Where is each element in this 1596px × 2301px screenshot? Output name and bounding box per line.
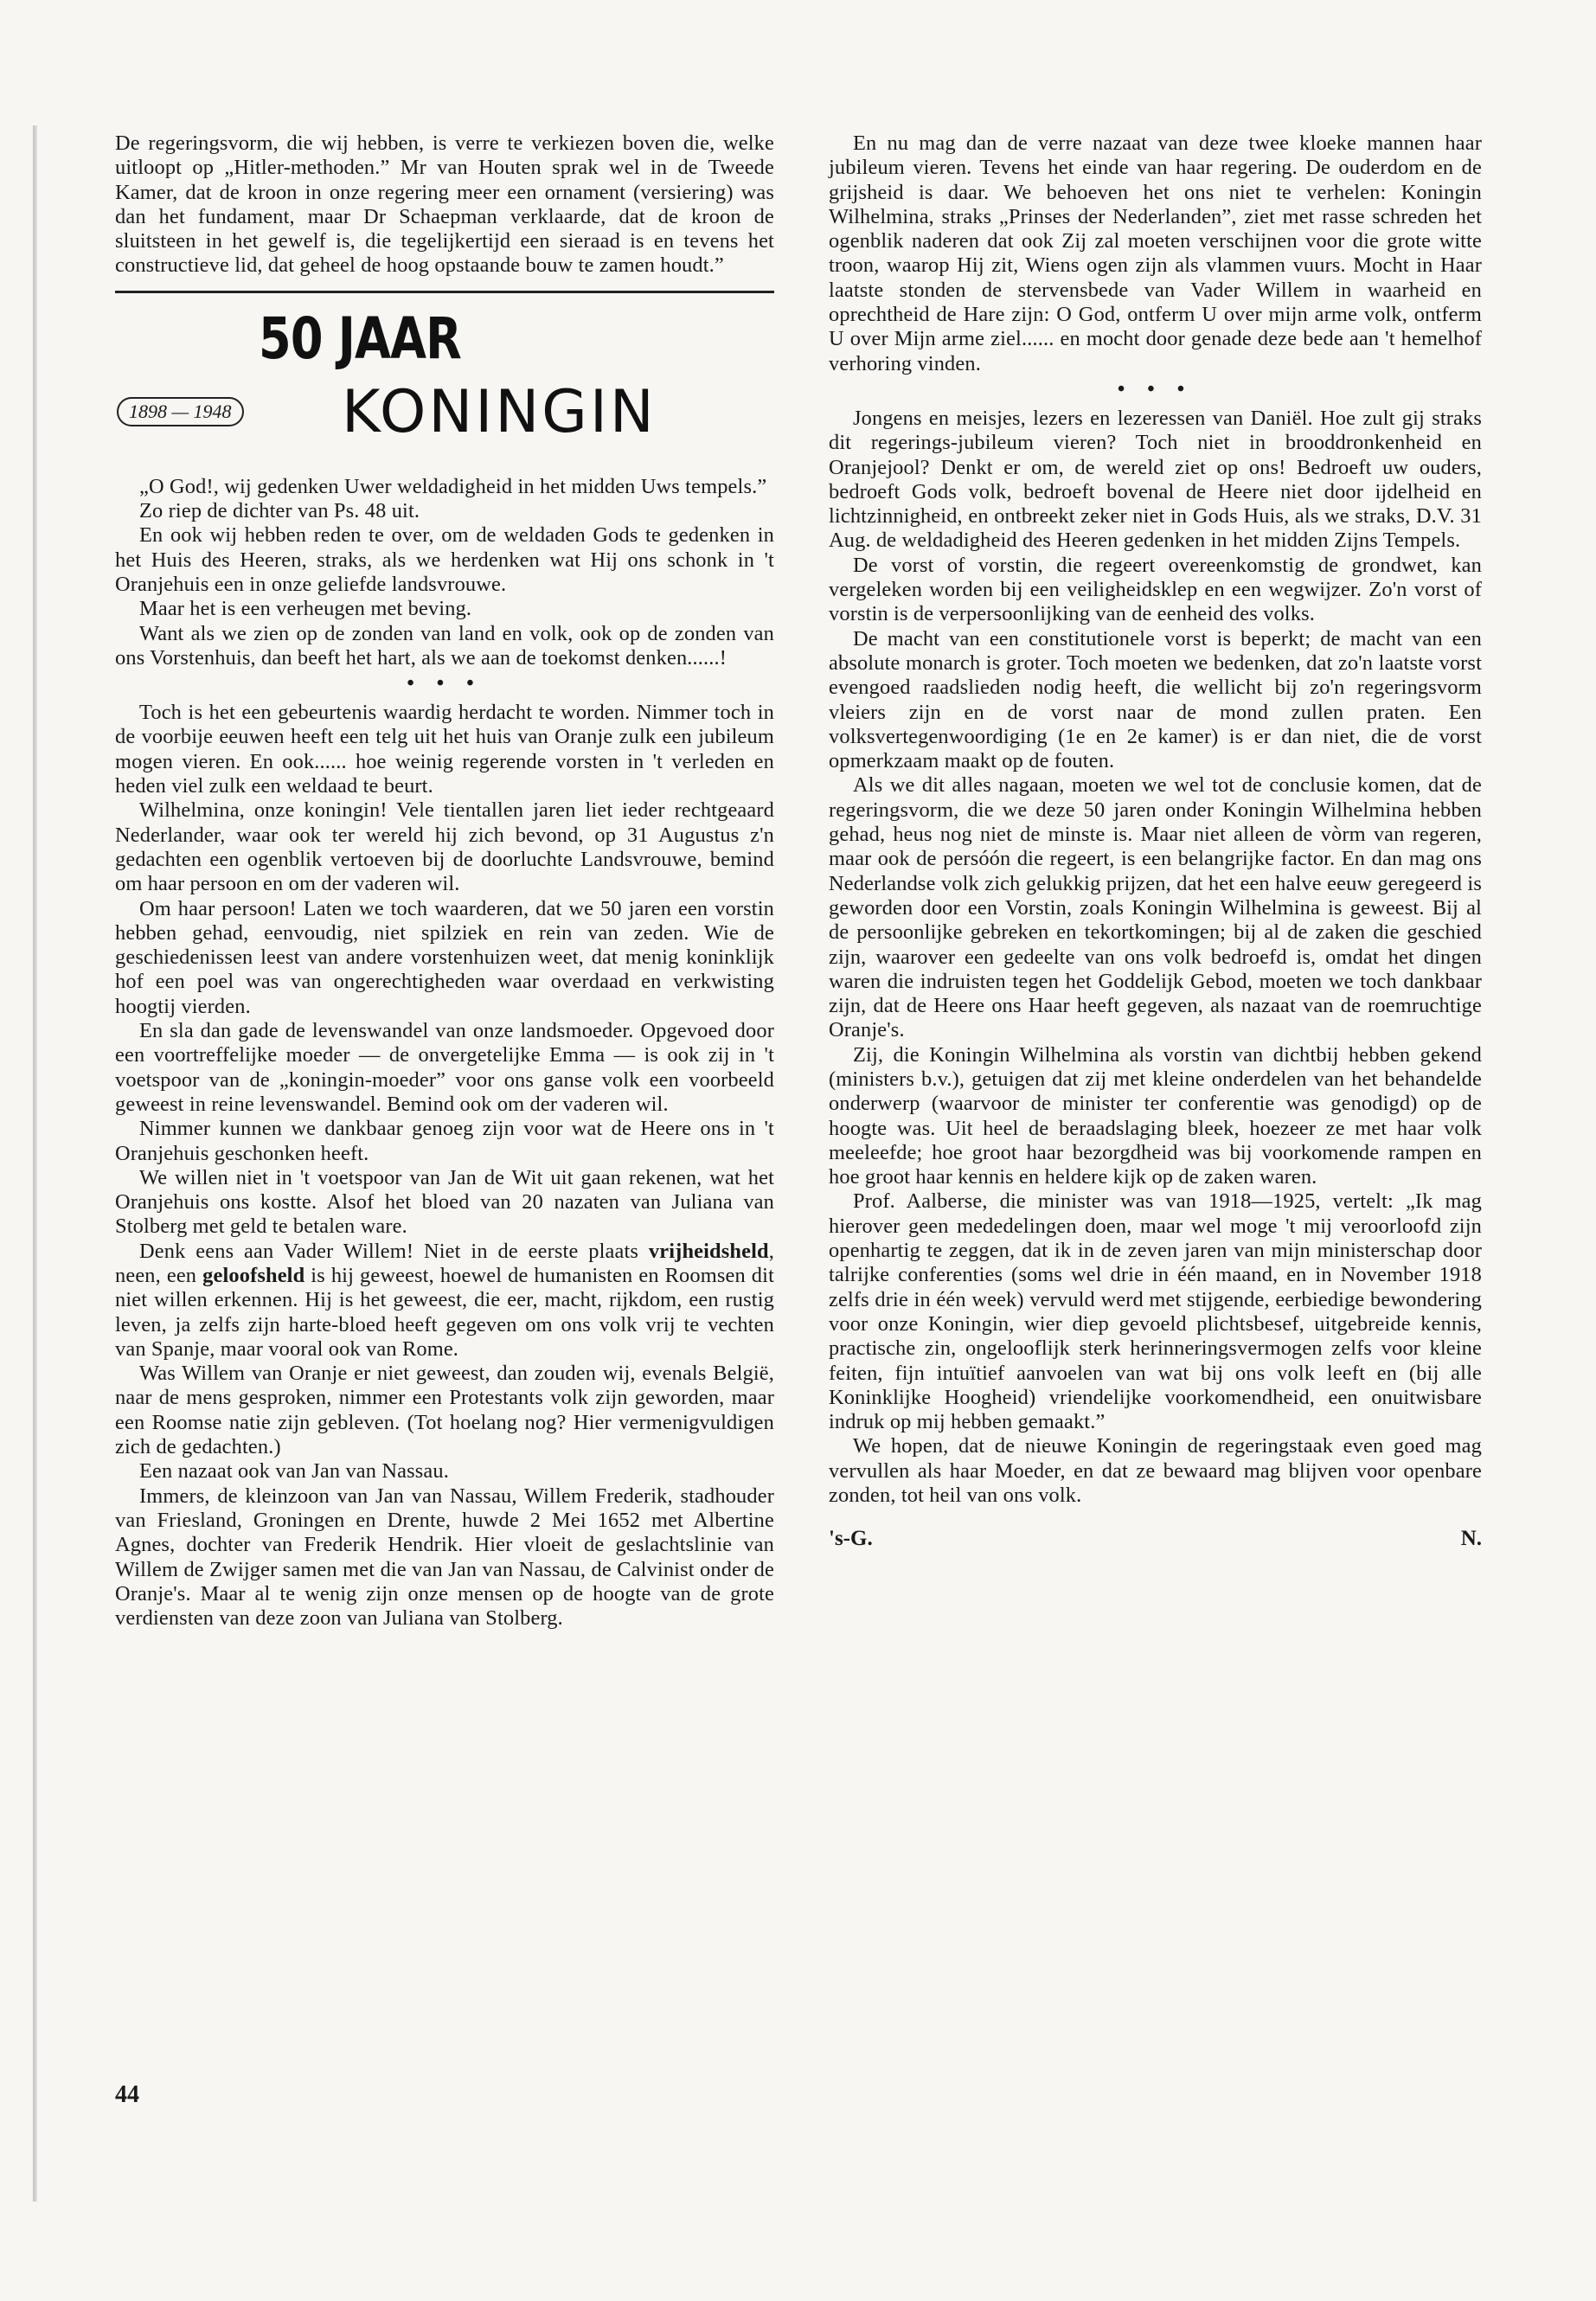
paragraph: Wilhelmina, onze koningin! Vele tientallen jaren liet ieder rechtgeaard Nederlander, waar ook ter wereld hij zich bevond, op 31 Augustus z'n gedachten een ogenblik vertoeven bij de doorluchte Landsvrouwe, bemind om haar persoon en om der vaderen wil. bbox=[115, 798, 774, 896]
intro-paragraph: De regeringsvorm, die wij hebben, is verre te verkiezen boven die, welke uitloopt op „Hitler-methoden.” Mr van Houten sprak wel in de Tweede Kamer, dat de kroon in onze regering meer een ornament (versiering) was dan het fundament, maar Dr Schaepman verklaarde, dat de kroon de sluitsteen in het gewelf is, die tegelijkertijd een sieraad is en tevens het constructieve lid, dat geheel de hoog opstaande bouw te zamen houdt.” bbox=[115, 131, 774, 278]
paragraph: Was Willem van Oranje er niet geweest, dan zouden wij, evenals België, naar de mens gesproken, nimmer een Protestants volk zijn geworden, maar een Roomse natie zijn gebleven. (Tot hoelang nog? Hier vermenigvuldigen zich de gedachten.) bbox=[115, 1362, 774, 1459]
paragraph: We willen niet in 't voetspoor van Jan de Wit uit gaan rekenen, wat het Oranjehuis ons kostte. Alsof het bloed van 20 nazaten van Juliana van Stolberg met geld te betalen ware. bbox=[115, 1165, 774, 1239]
paragraph: En ook wij hebben reden te over, om de weldaden Gods te gedenken in het Huis des Heeren, straks, als we herdenken wat Hij ons schonk in 't Oranjehuis een in onze geliefde landsvrouwe. bbox=[115, 523, 774, 596]
page-number: 44 bbox=[115, 2081, 139, 2108]
signature bbox=[829, 1527, 1482, 1551]
right-column bbox=[829, 131, 1482, 1551]
paragraph: De vorst of vorstin, die regeert overeenkomstig de grondwet, kan vergeleken worden bij een veiligheidsklep en een wegwijzer. Zo'n vorst of vorstin is de verpersoonlijking van de eenheid des volks. bbox=[829, 553, 1482, 626]
section-divider: • • • bbox=[407, 672, 483, 695]
paragraph: Een nazaat ook van Jan van Nassau. bbox=[139, 1459, 449, 1484]
signature-initial: N. bbox=[1460, 1527, 1482, 1551]
paragraph: We hopen, dat de nieuwe Koningin de regeringstaak even goed mag vervullen als haar Moeder, en dat ze bewaard mag blijven voor openbare zonden, tot heil van ons volk. bbox=[829, 1434, 1482, 1508]
headline-top-rule bbox=[115, 291, 774, 293]
paragraph: En nu mag dan de verre nazaat van deze twee kloeke mannen haar jubileum vieren. Tevens het einde van haar regering. De ouderdom en de grijsheid is daar. We behoeven het ons niet te verhelen: Koningin Wilhelmina, straks „Prinses der Nederlanden”, ziet met rasse schreden het ogenblik naderen dat ook Zij zal moeten verschijnen voor die grote witte troon, waarop Hij zit, Wiens ogen zijn als vlammen vuurs. Mocht in Haar laatste stonden de stervensbede van Vader Willem in waarheid en oprechtheid de Hare zijn: O God, ontferm U over mijn arme volk, ontferm U over Mijn arme ziel...... en mocht door genade deze bede aan 't hemelhof verhoring vinden. bbox=[829, 131, 1482, 375]
paragraph: Toch is het een gebeurtenis waardig herdacht te worden. Nimmer toch in de voorbije eeuwen heeft een telg uit het huis van Oranje zulk een jubileum mogen vieren. En ook...... hoe weinig regerende vorsten in 't verleden en heden viel zulk een weldaad te beurt. bbox=[115, 701, 774, 798]
text-run: is hij geweest, hoewel de humanisten en Roomsen dit niet willen erkennen. Hij is het geweest, die eer, macht, rijkdom, een rustig leven, ja zelfs zijn harte-bloed heeft gegeven om ons volk vrij te vechten van Spanje, maar vooral ook van Rome. bbox=[115, 1263, 774, 1361]
headline-title-bottom: KONINGIN bbox=[342, 377, 657, 446]
paragraph: Prof. Aalberse, die minister was van 1918—1925, vertelt: „Ik mag hierover geen mededelingen doen, maar wel moge 't mij veroorloofd zijn openhartig te zeggen, dat ik in de zeven jaren van mijn ministerschap door talrijke conferenties (soms wel drie in één maand, en in November 1918 zelfs drie in één week) vervuld werd met stijgende, eerbiedige bewondering voor onze Koningin, wier diep gevoeld plichtsbesef, uitgebreide kennis, practische zin, ongelooflijk sterk herinneringsvermogen zelfs voor kleine feiten, fijn intuïtief aanvoelen van wat bij ons volk leeft en (bij alle Koninklijke Hoogheid) vriendelijke voorkomendheid, een onuitwisbare indruk op mij hebben gemaakt.” bbox=[829, 1189, 1482, 1434]
paragraph: Om haar persoon! Laten we toch waarderen, dat we 50 jaren een vorstin hebben gehad, eenvoudig, niet spilziek en rein van zeden. Wie de geschiedenissen leest van andere vorstenhuizen weet, dat menig koninklijk hof een poel was van ongerechtigheden waar overdaad en verkwisting hoogtij vierden. bbox=[115, 896, 774, 1018]
paragraph-vader-willem bbox=[115, 1240, 774, 1362]
signature-place: 's-G. bbox=[829, 1527, 873, 1551]
paragraph: Want als we zien op de zonden van land en volk, ook op de zonden van ons Vorstenhuis, dan beeft het hart, als we aan de toekomst denken......! bbox=[115, 621, 774, 670]
headline bbox=[115, 304, 774, 468]
section-divider: • • • bbox=[1117, 377, 1194, 401]
paragraph: Zo riep de dichter van Ps. 48 uit. bbox=[139, 499, 420, 523]
paragraph: Jongens en meisjes, lezers en lezeressen van Daniël. Hoe zult gij straks dit regerings-jubileum vieren? Toch niet in brooddronkenheid en Oranjejool? Denkt er om, de wereld ziet op ons! Bedroeft uw ouders, bedroeft Gods volk, bedroeft bovenal de Heere niet door ijdelheid en lichtzinnigheid, en ontbreekt zeker niet in Gods Huis, als we straks, D.V. 31 Aug. de weldadigheid des Heeren gedenken in het midden Zijns Tempels. bbox=[829, 406, 1482, 553]
scan-binding-edge bbox=[33, 125, 37, 2202]
text-run: , neen, een bbox=[115, 1239, 774, 1287]
paragraph: Als we dit alles nagaan, moeten we wel tot de conclusie komen, dat de regeringsvorm, die we deze 50 jaren onder Koningin Wilhelmina hebben gehad, heus nog niet de minste is. Maar niet alleen de vòrm van regeren, maar ook de persóón die regeert, is een belangrijke factor. En dan mag ons Nederlandse volk zich gelukkig prijzen, dat het een halve eeuw geregeerd is geworden door een Vorstin, zoals Koningin Wilhelmina is geweest. Bij al de persoonlijke gebreken en tekortkomingen; bij al de zaken die geschied zijn, waarover een gedeelte van ons volk bedroefd is, omdat het dingen waren die indruisten tegen het Goddelijk Gebod, moeten we toch dankbaar zijn, dat de Heere ons Haar heeft gegeven, als nazaat van de roemruchtige Oranje's. bbox=[829, 773, 1482, 1042]
text-run: Denk eens aan Vader Willem! Niet in de eerste plaats bbox=[139, 1239, 649, 1263]
paragraph: Nimmer kunnen we dankbaar genoeg zijn voor wat de Heere ons in 't Oranjehuis geschonken heeft. bbox=[115, 1117, 774, 1165]
paragraph: En sla dan gade de levenswandel van onze landsmoeder. Opgevoed door een voortreffelijke moeder — de onvergetelijke Emma — is ook zij in 't voetspoor van de „koningin-moeder” voor ons ganse volk een voorbeeld geweest in reine levenswandel. Bemind ook om der vaderen wil. bbox=[115, 1019, 774, 1116]
paragraph: De macht van een constitutionele vorst is beperkt; de macht van een absolute monarch is groter. Toch moeten we bedenken, dat zo'n laatste vorst evengoed raadslieden nodig heeft, die wellicht bij zo'n regeringsvorm vleiers zijn en de vorst naar de mond zullen praten. Een volksvertegenwoordiging (1e en 2e kamer) is er dan niet, die de vorst opmerkzaam maakt op de fouten. bbox=[829, 626, 1482, 773]
headline-years: 1898 — 1948 bbox=[117, 397, 244, 426]
left-column bbox=[115, 131, 774, 1631]
paragraph: Zij, die Koningin Wilhelmina als vorstin van dichtbij hebben gekend (ministers b.v.), getuigen dat zij met kleine onderdelen van het behandelde onderwerp (waarvoor de minister ter conferentie was genodigd) op de hoogte was. Uit heel de beraadslaging bleek, hoezeer ze met haar volk meeleefde; hoe groot haar bezorgdheid was bij voorkomende rampen en hoe groot haar kennis en heldere kijk op de zaken waren. bbox=[829, 1042, 1482, 1189]
paragraph: Immers, de kleinzoon van Jan van Nassau, Willem Frederik, stadhouder van Friesland, Groningen en Drente, huwde 2 Mei 1652 met Albertine Agnes, dochter van Frederik Hendrik. Hier vloeit de geslachtslinie van Willem de Zwijger samen met die van Jan van Nassau, de Calvinist onder de Oranje's. Maar al te wenig zijn onze mensen op de hoogte van de grote verdiensten van deze zoon van Juliana van Stolberg. bbox=[115, 1484, 774, 1631]
paragraph: Maar het is een verheugen met beving. bbox=[139, 597, 472, 621]
bold-term: geloofsheld bbox=[202, 1263, 305, 1287]
paragraph: „O God!, wij gedenken Uwer weldadigheid in het midden Uws tempels.” bbox=[139, 474, 767, 498]
headline-title-top: 50 JAAR bbox=[259, 304, 461, 372]
bold-term: vrijheidsheld bbox=[648, 1239, 769, 1263]
